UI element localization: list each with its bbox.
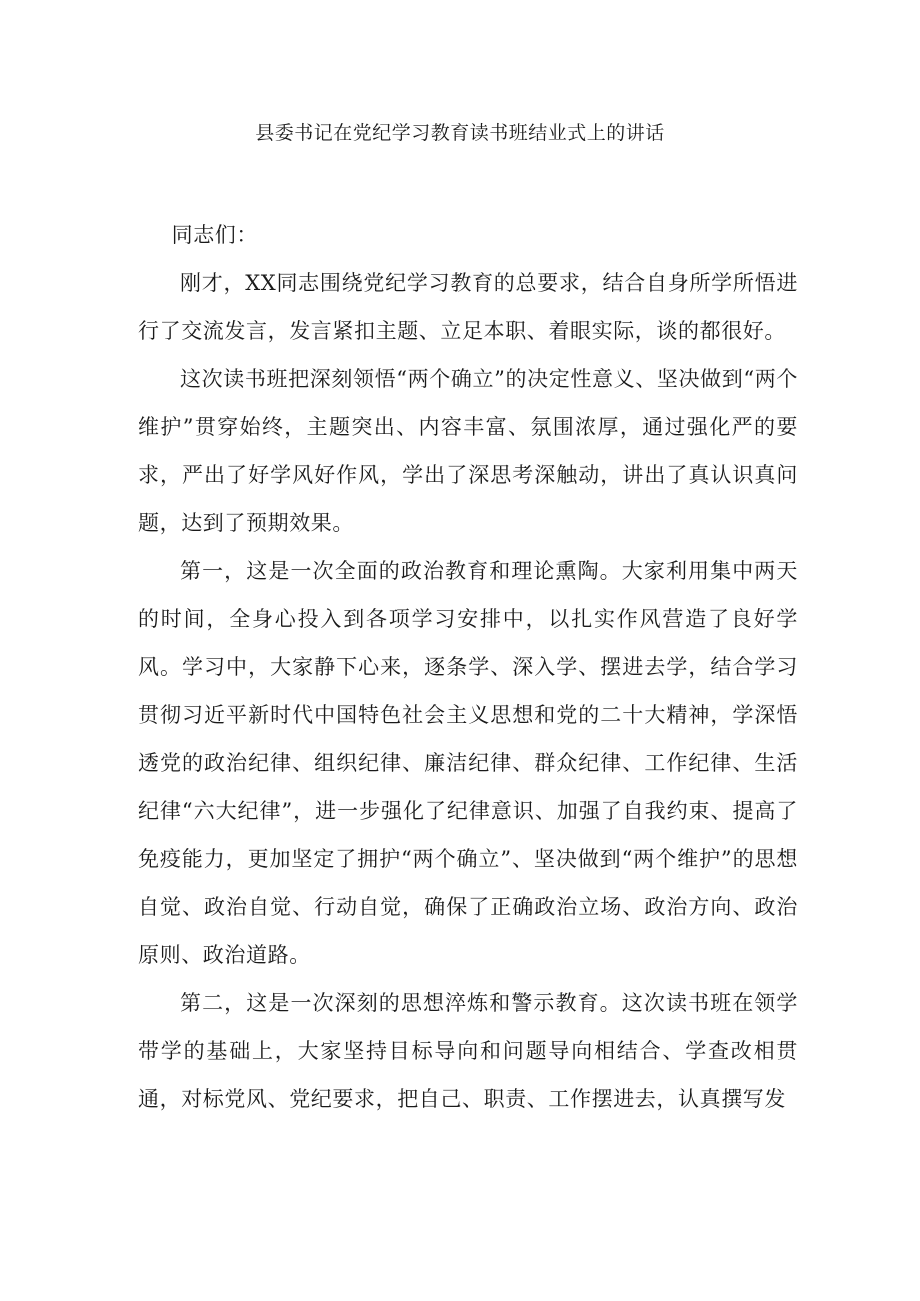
paragraph-2: 这次读书班把深刻领悟“两个确立”的决定性意义、坚决做到“两个维护”贯穿始终，主题突出、内容丰富、氛围浓厚，通过强化严的要求，严出了好学风好作风，学出了深思考深触动，讲出了真认识真问题，达到了预期效果。 [138,367,798,535]
salutation: 同志们： [171,223,258,247]
paragraph-4: 第二，这是一次深刻的思想淬炼和警示教育。这次读书班在领学带学的基础上，大家坚持目标导向和问题导向相结合、学查改相贯通，对标党风、党纪要求，把自己、职责、工作摆进去，认真撰写发 [138,991,798,1111]
document-body [138,211,798,1123]
document-title: 县委书记在党纪学习教育读书班结业式上的讲话 [255,122,665,144]
paragraph-3: 第一，这是一次全面的政治教育和理论熏陶。大家利用集中两天的时间，全身心投入到各项学习安排中，以扎实作风营造了良好学风。学习中，大家静下心来，逐条学、深入学、摆进去学，结合学习贯彻习近平新时代中国特色社会主义思想和党的二十大精神，学深悟透党的政治纪律、组织纪律、廉洁纪律、群众纪律、工作纪律、生活纪律“六大纪律”，进一步强化了纪律意识、加强了自我约束、提高了免疫能力，更加坚定了拥护“两个确立”、坚决做到“两个维护”的思想自觉、政治自觉、行动自觉，确保了正确政治立场、政治方向、政治原则、政治道路。 [138,559,798,967]
paragraph-1: 刚才，XX同志围绕党纪学习教育的总要求，结合自身所学所悟进行了交流发言，发言紧扣主题、立足本职、着眼实际，谈的都很好。 [138,271,798,343]
